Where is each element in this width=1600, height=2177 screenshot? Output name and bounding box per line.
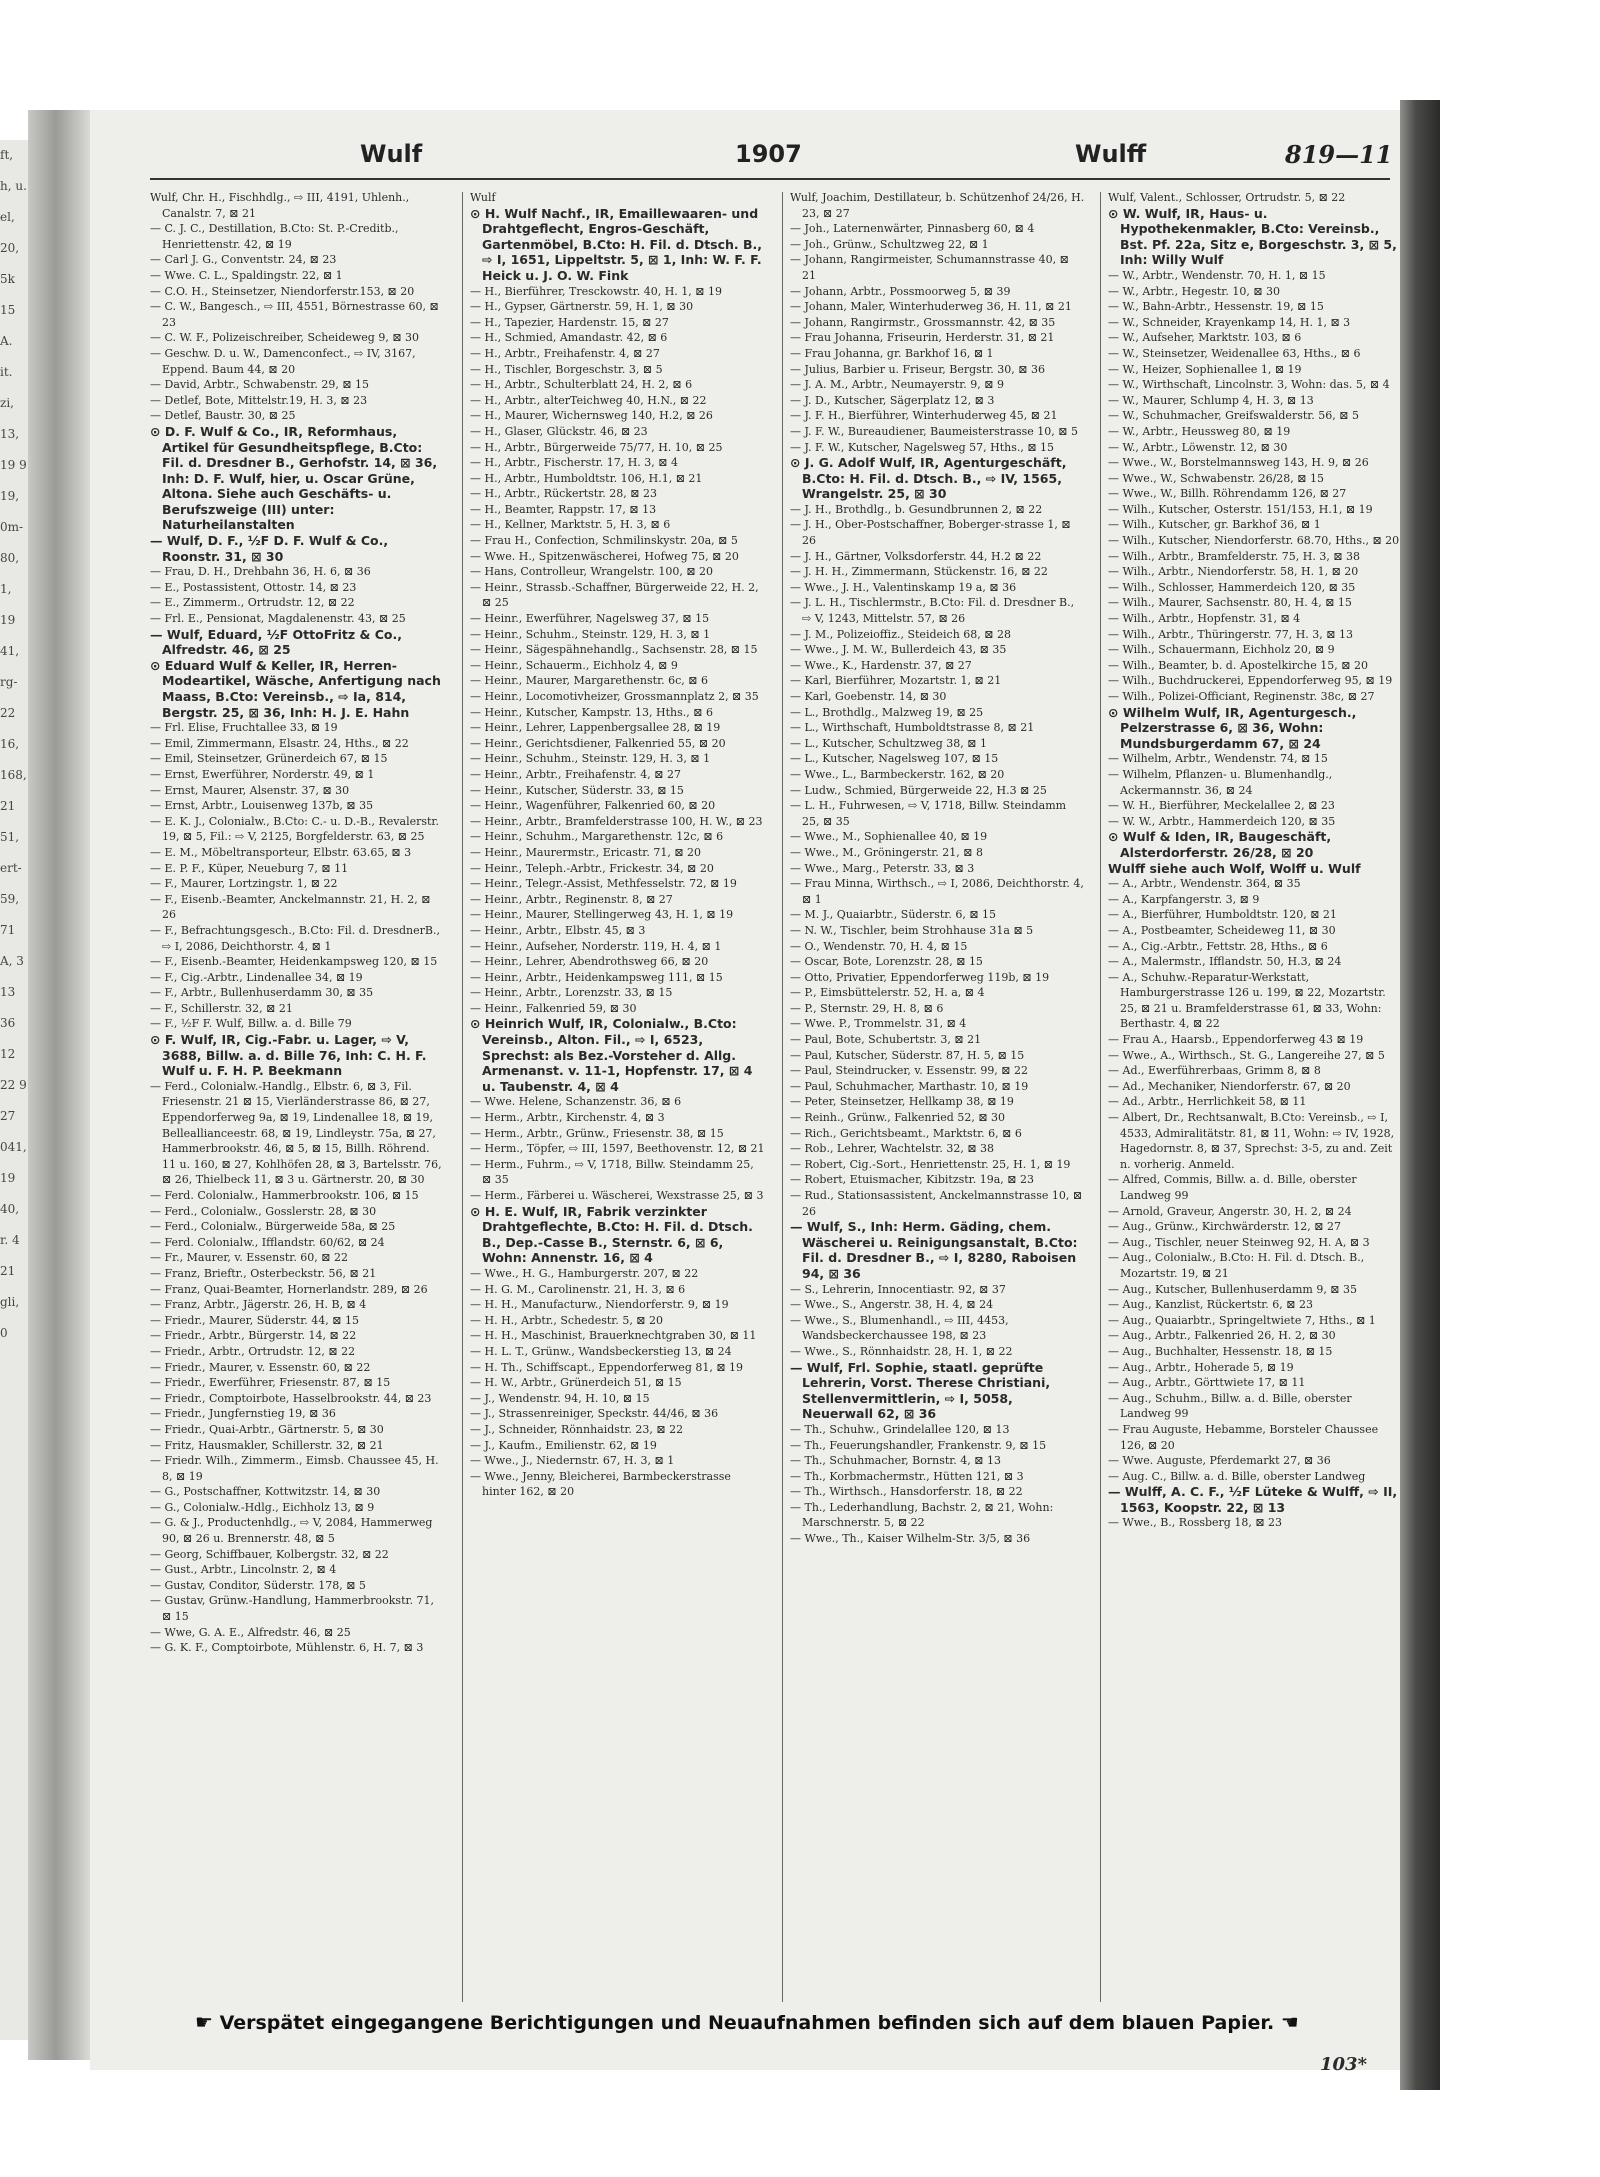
directory-entry: — Carl J. G., Conventstr. 24, ⊠ 23 xyxy=(150,253,337,267)
directory-entry: — Wulf, D. F., ½F D. F. Wulf & Co., Roonstr. 31, ⊠ 30 xyxy=(150,533,389,564)
directory-entry: — Heinr., Lehrer, Abendrothsweg 66, ⊠ 20 xyxy=(470,955,709,969)
directory-entry: ⊙ Eduard Wulf & Keller, IR, Herren-Modeartikel, Wäsche, Anfertigung nach Maass, B.Cto: Vereinsb., ⇨ Ia, 814, Bergstr. 25, ⊠ 36, Inh: H. J. E. Hahn xyxy=(150,657,441,720)
directory-entry: — Herm., Töpfer, ⇨ III, 1597, Beethovenstr. 12, ⊠ 21 xyxy=(470,1142,765,1156)
directory-entry: ⊙ Heinrich Wulf, IR, Colonialw., B.Cto: Vereinsb., Alton. Fil., ⇨ I, 6523, Sprechst: als Bez.-Vorsteher d. Allg. Armenanst. v. 11-1, Hopfenstr. 17, ⊠ 4 u. Taubenstr. 4, ⊠ 4 xyxy=(470,1016,753,1094)
directory-entry: — Heinr., Maurer, Stellingerweg 43, H. 1, ⊠ 19 xyxy=(470,908,734,922)
directory-entry: ⊙ H. Wulf Nachf., IR, Emaillewaaren- und Drahtgeflecht, Engros-Geschäft, Gartenmöbel, B.Cto: H. Fil. d. Dtsch. B., ⇨ I, 1651, Lippeltstr. 5, ⊠ 1, Inh: W. F. F. Heick u. J. O. W. Fink xyxy=(470,205,763,283)
directory-entry: — Gustav, Grünw.-Handlung, Hammerbrookstr. 71, ⊠ 15 xyxy=(150,1594,435,1624)
directory-entry: — H., Arbtr., Schulterblatt 24, H. 2, ⊠ 6 xyxy=(470,378,693,392)
directory-entry: — L., Kutscher, Schultzweg 38, ⊠ 1 xyxy=(790,736,987,750)
directory-entry: — H., Arbtr., Rückertstr. 28, ⊠ 23 xyxy=(470,487,657,501)
directory-entry: — W., Maurer, Schlump 4, H. 3, ⊠ 13 xyxy=(1108,393,1314,407)
directory-entry: — Detlef, Bote, Mittelstr.19, H. 3, ⊠ 23 xyxy=(150,393,368,407)
directory-entry: — Franz, Quai-Beamter, Hornerlandstr. 289, ⊠ 26 xyxy=(150,1282,428,1296)
directory-entry: — Friedr. Wilh., Zimmerm., Eimsb. Chaussee 45, H. 8, ⊠ 19 xyxy=(150,1454,439,1483)
directory-entry: ⊙ W. Wulf, IR, Haus- u. Hypothekenmakler, B.Cto: Vereinsb., Bst. Pf. 22a, Sitz e, Borgeschstr. 3, ⊠ 5, Inh: Willy Wulf xyxy=(1108,205,1397,268)
directory-entry: — Rud., Stationsassistent, Anckelmannstrasse 10, ⊠ 26 xyxy=(790,1189,1083,1218)
directory-entry: — Ferd., Colonialw., Gosslerstr. 28, ⊠ 30 xyxy=(150,1204,377,1218)
directory-entry: — Heinr., Gerichtsdiener, Falkenried 55, ⊠ 20 xyxy=(470,736,726,750)
footer-notice-text: Verspätet eingegangene Berichtigungen und Neuaufnahmen befinden sich auf dem blauen Papier. xyxy=(219,2012,1275,2034)
directory-entry: ⊙ Wulf & Iden, IR, Baugeschäft, Alsterdorferstr. 26/28, ⊠ 20 xyxy=(1108,829,1332,860)
directory-entry: — J. L. H., Tischlermstr., B.Cto: Fil. d. Dresdner B., ⇨ V, 1243, Mittelstr. 57, ⊠ 26 xyxy=(790,596,1075,626)
directory-entry: — Heinr., Schauerm., Eichholz 4, ⊠ 9 xyxy=(470,658,678,672)
directory-entry: — Joh., Grünw., Schultzweg 22, ⊠ 1 xyxy=(790,237,989,251)
directory-entry: — Ludw., Schmied, Bürgerweide 22, H.3 ⊠ 25 xyxy=(790,783,1047,797)
directory-entry: — C. W., Bangesch., ⇨ III, 4551, Börnestrasse 60, ⊠ 23 xyxy=(150,300,439,329)
directory-entry: — J. H. H., Zimmermann, Stückenstr. 16, ⊠ 22 xyxy=(790,565,1048,579)
directory-entry: — H., Arbtr., Freihafenstr. 4, ⊠ 27 xyxy=(470,346,660,360)
header-right: Wulff xyxy=(1075,140,1147,168)
directory-entry: — H., Bierführer, Tresckowstr. 40, H. 1, ⊠ 19 xyxy=(470,284,723,298)
directory-entry: — Wwe, G. A. E., Alfredstr. 46, ⊠ 25 xyxy=(150,1625,351,1639)
directory-entry: — Wwe., M., Sophienallee 40, ⊠ 19 xyxy=(790,830,988,844)
book-binding xyxy=(28,110,90,2060)
directory-entry: — Herm., Färberei u. Wäscherei, Wexstrasse 25, ⊠ 3 xyxy=(470,1189,764,1202)
directory-entry: — Heinr., Wagenführer, Falkenried 60, ⊠ 20 xyxy=(470,799,716,813)
directory-entry: — F., Maurer, Lortzingstr. 1, ⊠ 22 xyxy=(150,877,338,891)
directory-entry: — Wwe. Helene, Schanzenstr. 36, ⊠ 6 xyxy=(470,1095,682,1109)
directory-entry: — J. F. W., Bureaudiener, Baumeisterstrasse 10, ⊠ 5 xyxy=(790,424,1079,438)
directory-entry: — Ferd. Colonialw., Ifflandstr. 60/62, ⊠ 24 xyxy=(150,1235,385,1249)
directory-entry: — Th., Schuhmacher, Bornstr. 4, ⊠ 13 xyxy=(790,1454,1002,1468)
directory-entry: — Herm., Arbtr., Grünw., Friesenstr. 38, ⊠ 15 xyxy=(470,1126,724,1140)
directory-entry: — H., Kellner, Marktstr. 5, H. 3, ⊠ 6 xyxy=(470,518,671,532)
directory-entry: — O., Wendenstr. 70, H. 4, ⊠ 15 xyxy=(790,939,968,953)
column-divider xyxy=(462,192,463,2002)
directory-entry: — H., Tischler, Borgeschstr. 3, ⊠ 5 xyxy=(470,362,663,376)
directory-entry: — Johann, Arbtr., Possmoorweg 5, ⊠ 39 xyxy=(790,284,1011,298)
directory-entry: — Friedr., Maurer, Süderstr. 44, ⊠ 15 xyxy=(150,1313,359,1327)
directory-entry: — H. H., Arbtr., Schedestr. 5, ⊠ 20 xyxy=(470,1313,664,1327)
directory-entry: — Ad., Ewerführerbaas, Grimm 8, ⊠ 8 xyxy=(1108,1064,1321,1078)
directory-entry: — Frl. E., Pensionat, Magdalenenstr. 43, ⊠ 25 xyxy=(150,612,406,626)
directory-entry: — J. A. M., Arbtr., Neumayerstr. 9, ⊠ 9 xyxy=(790,378,1004,392)
directory-entry: — F., Cig.-Arbtr., Lindenallee 34, ⊠ 19 xyxy=(150,970,363,984)
directory-entry: — Wilh., Kutscher, Niendorferstr. 68.70, Hths., ⊠ 20 xyxy=(1108,534,1400,548)
directory-entry: — Wwe., B., Rossberg 18, ⊠ 23 xyxy=(1108,1516,1283,1530)
directory-entry: — Detlef, Baustr. 30, ⊠ 25 xyxy=(150,409,296,423)
directory-entry: — Frau Johanna, gr. Barkhof 16, ⊠ 1 xyxy=(790,346,994,360)
directory-entry: — Heinr., Sägespähnehandlg., Sachsenstr. 28, ⊠ 15 xyxy=(470,643,758,657)
directory-entry: Wulf, Valent., Schlosser, Ortrudstr. 5, ⊠ 22 xyxy=(1108,191,1346,204)
directory-entry: — Heinr., Schuhm., Steinstr. 129, H. 3, ⊠ 1 xyxy=(470,752,711,766)
directory-entry: — J., Kaufm., Emilienstr. 62, ⊠ 19 xyxy=(470,1438,657,1452)
directory-entry: — Wwe., W., Schwabenstr. 26/28, ⊠ 15 xyxy=(1108,471,1324,485)
directory-entry: — Ferd., Colonialw.-Handlg., Elbstr. 6, ⊠ 3, Fil. Friesenstr. 21 ⊠ 15, Vierländerstrasse 86, ⊠ 27, Eppendorferweg 9a, ⊠ 19, Lindenallee 18, ⊠ 19, Belleallianceestr. 68, ⊠ 19, Lindleystr. 75a, ⊠ 27, Hammerbrookstr. 46, ⊠ 5, ⊠ 15, Billh. Röhrend. 11 u. 160, ⊠ 27, Kohlhöfen 28, ⊠ 3, Bartelsstr. 76, ⊠ 26, Thielbeck 11, ⊠ 3 u. Gärtnerstr. 20, ⊠ 30 xyxy=(150,1079,442,1187)
directory-entry: — Fr., Maurer, v. Essenstr. 60, ⊠ 22 xyxy=(150,1251,349,1265)
directory-entry: Wulff siehe auch Wolf, Wolff u. Wulf xyxy=(1108,860,1361,876)
directory-entry: — Frl. Elise, Fruchtallee 33, ⊠ 19 xyxy=(150,721,338,735)
directory-entry: — G. K. F., Comptoirbote, Mühlenstr. 6, H. 7, ⊠ 3 xyxy=(150,1641,424,1655)
directory-entry: — H., Arbtr., Bürgerweide 75/77, H. 10, ⊠ 25 xyxy=(470,440,723,454)
directory-entry: — Heinr., Kutscher, Kampstr. 13, Hths., ⊠ 6 xyxy=(470,705,713,719)
directory-entry: — Frau, D. H., Drehbahn 36, H. 6, ⊠ 36 xyxy=(150,565,371,579)
directory-entry: — Frau Johanna, Friseurin, Herderstr. 31, ⊠ 21 xyxy=(790,331,1055,345)
directory-entry: — Wwe., Jenny, Bleicherei, Barmbeckerstrasse hinter 162, ⊠ 20 xyxy=(470,1469,731,1499)
directory-entry: — Frau Minna, Wirthsch., ⇨ I, 2086, Deichthorstr. 4, ⊠ 1 xyxy=(790,877,1084,906)
directory-entry: — G., Colonialw.-Hdlg., Eichholz 13, ⊠ 9 xyxy=(150,1500,375,1514)
header-rule xyxy=(150,178,1390,180)
directory-entry: — E., Zimmerm., Ortrudstr. 12, ⊠ 22 xyxy=(150,596,355,610)
directory-entry: — Geschw. D. u. W., Damenconfect., ⇨ IV, 3167, Eppend. Baum 44, ⊠ 20 xyxy=(150,346,416,376)
column-3 xyxy=(790,190,1085,2010)
directory-entry: — Wulf, S., Inh: Herm. Gäding, chem. Wäscherei u. Reinigungsanstalt, B.Cto: Fil. d. Dresdner B., ⇨ I, 8280, Raboisen 94, ⊠ 36 xyxy=(790,1219,1078,1281)
directory-entry: — Alfred, Commis, Billw. a. d. Bille, oberster Landweg 99 xyxy=(1108,1173,1357,1202)
directory-entry: — Aug., Tischler, neuer Steinweg 92, H. A, ⊠ 3 xyxy=(1108,1235,1370,1249)
directory-entry: — Paul, Steindrucker, v. Essenstr. 99, ⊠ 22 xyxy=(790,1064,1029,1078)
directory-entry: — Gust., Arbtr., Lincolnstr. 2, ⊠ 4 xyxy=(150,1563,337,1577)
directory-entry: — Frau A., Haarsb., Eppendorferweg 43 ⊠ 19 xyxy=(1108,1033,1364,1047)
directory-entry: — W., Wirthschaft, Lincolnstr. 3, Wohn: das. 5, ⊠ 4 xyxy=(1108,378,1390,392)
directory-entry: — Paul, Kutscher, Süderstr. 87, H. 5, ⊠ 15 xyxy=(790,1048,1025,1062)
directory-entry: — H., Arbtr., Fischerstr. 17, H. 3, ⊠ 4 xyxy=(470,456,678,470)
directory-entry: — Wulf, Frl. Sophie, staatl. geprüfte Lehrerin, Vorst. Therese Christiani, Stellenvermittlerin, ⇨ I, 5058, Neuerwall 62, ⊠ 36 xyxy=(790,1359,1051,1422)
directory-entry: — G. & J., Productenhdlg., ⇨ V, 2084, Hammerweg 90, ⊠ 26 u. Brennerstr. 48, ⊠ 5 xyxy=(150,1516,433,1546)
directory-entry: — Th., Wirthsch., Hansdorferstr. 18, ⊠ 22 xyxy=(790,1485,1023,1499)
directory-entry: — J., Strassenreiniger, Speckstr. 44/46, ⊠ 36 xyxy=(470,1407,719,1421)
directory-entry: — Ad., Mechaniker, Niendorferstr. 67, ⊠ 20 xyxy=(1108,1079,1351,1093)
directory-entry: — Wilhelm, Pflanzen- u. Blumenhandlg., Ackermannstr. 36, ⊠ 24 xyxy=(1108,767,1333,797)
header-year: 1907 xyxy=(735,140,802,168)
directory-entry: — F., Arbtr., Bullenhuserdamm 30, ⊠ 35 xyxy=(150,986,374,1000)
directory-entry: — Heinr., Schuhm., Steinstr. 129, H. 3, ⊠ 1 xyxy=(470,627,711,641)
directory-entry: — H. G. M., Carolinenstr. 21, H. 3, ⊠ 6 xyxy=(470,1282,686,1296)
directory-entry: — Johann, Maler, Winterhuderweg 36, H. 11, ⊠ 21 xyxy=(790,300,1072,314)
directory-entry: — Heinr., Teleph.-Arbtr., Frickestr. 34, ⊠ 20 xyxy=(470,861,714,875)
directory-entry: — Wwe., L., Barmbeckerstr. 162, ⊠ 20 xyxy=(790,767,1005,781)
directory-entry: — L., Kutscher, Nagelsweg 107, ⊠ 15 xyxy=(790,752,999,766)
directory-entry: — W., Arbtr., Hegestr. 10, ⊠ 30 xyxy=(1108,284,1281,298)
directory-entry: — J. H., Brothdlg., b. Gesundbrunnen 2, ⊠ 22 xyxy=(790,502,1043,516)
directory-entry: — G., Postschaffner, Kottwitzstr. 14, ⊠ 30 xyxy=(150,1485,381,1499)
directory-entry: — A., Cig.-Arbtr., Fettstr. 28, Hths., ⊠ 6 xyxy=(1108,939,1328,953)
directory-entry: — Wwe., M., Gröningerstr. 21, ⊠ 8 xyxy=(790,845,983,859)
directory-entry: — Wwe., Th., Kaiser Wilhelm-Str. 3/5, ⊠ 36 xyxy=(790,1532,1031,1546)
directory-entry: — A., Arbtr., Wendenstr. 364, ⊠ 35 xyxy=(1108,877,1301,891)
directory-entry: — Heinr., Schuhm., Margarethenstr. 12c, ⊠ 6 xyxy=(470,830,724,844)
directory-entry: — Hans, Controlleur, Wrangelstr. 100, ⊠ 20 xyxy=(470,565,714,579)
directory-entry: — Robert, Etuismacher, Kibitzstr. 19a, ⊠ 23 xyxy=(790,1173,1034,1187)
directory-entry: — E. M., Möbeltransporteur, Elbstr. 63.65, ⊠ 3 xyxy=(150,845,412,859)
directory-entry: — Aug., Colonialw., B.Cto: H. Fil. d. Dtsch. B., Mozartstr. 19, ⊠ 21 xyxy=(1108,1251,1365,1280)
directory-entry: — Heinr., Maurer, Margarethenstr. 6c, ⊠ 6 xyxy=(470,674,708,688)
page-edge-shadow xyxy=(1400,100,1440,2090)
directory-entry: — C. W. F., Polizeischreiber, Scheideweg 9, ⊠ 30 xyxy=(150,331,420,345)
directory-entry: — W., Arbtr., Löwenstr. 12, ⊠ 30 xyxy=(1108,440,1288,454)
directory-entry: Wulf, Joachim, Destillateur, b. Schützenhof 24/26, H. 23, ⊠ 27 xyxy=(790,191,1085,220)
column-2 xyxy=(470,190,765,2010)
directory-entry: — Paul, Bote, Schubertstr. 3, ⊠ 21 xyxy=(790,1033,982,1047)
directory-entry: — Friedr., Arbtr., Bürgerstr. 14, ⊠ 22 xyxy=(150,1329,357,1343)
directory-entry: — Wwe., S., Blumenhandl., ⇨ III, 4453, Wandsbeckerchaussee 198, ⊠ 23 xyxy=(790,1313,1009,1343)
directory-entry: — Wilh., Schauermann, Eichholz 20, ⊠ 9 xyxy=(1108,643,1335,657)
directory-entry: — Aug., Kanzlist, Rückertstr. 6, ⊠ 23 xyxy=(1108,1298,1313,1312)
directory-entry: ⊙ D. F. Wulf & Co., IR, Reformhaus, Artikel für Gesundheitspflege, B.Cto: Fil. d. Dresdner B., Gerhofstr. 14, ⊠ 36, Inh: D. F. Wulf, hier, u. Oscar Grüne, Altona. Siehe auch Geschäfts- u. Berufszweige (III) unter: Naturheilanstalten xyxy=(150,423,438,533)
directory-entry: Wulf, Chr. H., Fischhdlg., ⇨ III, 4191, Uhlenh., Canalstr. 7, ⊠ 21 xyxy=(150,191,410,220)
directory-entry: — H., Schmied, Amandastr. 42, ⊠ 6 xyxy=(470,331,668,345)
directory-entry: — Ferd., Colonialw., Bürgerweide 58a, ⊠ 25 xyxy=(150,1220,396,1234)
directory-entry: — Wwe., K., Hardenstr. 37, ⊠ 27 xyxy=(790,658,972,672)
directory-entry: — Aug., Arbtr., Görttwiete 17, ⊠ 11 xyxy=(1108,1376,1306,1390)
directory-entry: — Ad., Arbtr., Herrlichkeit 58, ⊠ 11 xyxy=(1108,1095,1307,1109)
directory-entry: — A., Malermstr., Ifflandstr. 50, H.3, ⊠ 24 xyxy=(1108,955,1342,969)
directory-entry: — Wilh., Arbtr., Hopfenstr. 31, ⊠ 4 xyxy=(1108,612,1301,626)
directory-entry: — Aug., Schuhm., Billw. a. d. Bille, oberster Landweg 99 xyxy=(1108,1391,1352,1421)
directory-entry: — Wwe. H., Spitzenwäscherei, Hofweg 75, ⊠ 20 xyxy=(470,549,739,563)
directory-entry: — Joh., Laternenwärter, Pinnasberg 60, ⊠ 4 xyxy=(790,222,1035,236)
directory-entry: — S., Lehrerin, Innocentiastr. 92, ⊠ 37 xyxy=(790,1282,1006,1296)
directory-entry: — Aug., Kutscher, Bullenhuserdamm 9, ⊠ 35 xyxy=(1108,1282,1358,1296)
directory-entry: — Heinr., Arbtr., Lorenzstr. 33, ⊠ 15 xyxy=(470,986,673,1000)
directory-entry: — Heinr., Arbtr., Freihafenstr. 4, ⊠ 27 xyxy=(470,767,681,781)
directory-entry: — Th., Schuhw., Grindelallee 120, ⊠ 13 xyxy=(790,1422,1010,1436)
directory-entry: — H., Maurer, Wichernsweg 140, H.2, ⊠ 26 xyxy=(470,409,713,423)
directory-entry: — F., Eisenb.-Beamter, Anckelmannstr. 21, H. 2, ⊠ 26 xyxy=(150,892,431,922)
directory-entry: — P., Sternstr. 29, H. 8, ⊠ 6 xyxy=(790,1001,944,1015)
directory-entry: — Friedr., Ewerführer, Friesenstr. 87, ⊠ 15 xyxy=(150,1376,391,1390)
directory-entry: — Oscar, Bote, Lorenzstr. 28, ⊠ 15 xyxy=(790,955,983,969)
directory-entry: — H. H., Maschinist, Brauerknechtgraben 30, ⊠ 11 xyxy=(470,1329,757,1343)
directory-entry: — Heinr., Locomotivheizer, Grossmannplatz 2, ⊠ 35 xyxy=(470,690,759,703)
directory-entry: — Heinr., Kutscher, Süderstr. 33, ⊠ 15 xyxy=(470,783,684,797)
directory-entry: — Heinr., Falkenried 59, ⊠ 30 xyxy=(470,1001,637,1015)
directory-entry: — Karl, Goebenstr. 14, ⊠ 30 xyxy=(790,690,947,703)
directory-entry: — Heinr., Arbtr., Reginenstr. 8, ⊠ 27 xyxy=(470,892,673,906)
directory-entry: — Robert, Cig.-Sort., Henriettenstr. 25, H. 1, ⊠ 19 xyxy=(790,1157,1071,1171)
directory-entry: — Wilh., Maurer, Sachsenstr. 80, H. 4, ⊠ 15 xyxy=(1108,596,1352,610)
directory-entry: — Julius, Barbier u. Friseur, Bergstr. 30, ⊠ 36 xyxy=(790,362,1045,376)
directory-entry: — Ernst, Maurer, Alsenstr. 37, ⊠ 30 xyxy=(150,783,350,797)
directory-entry: — Heinr., Ewerführer, Nagelsweg 37, ⊠ 15 xyxy=(470,612,710,626)
directory-entry: — Wwe., Marg., Peterstr. 33, ⊠ 3 xyxy=(790,861,975,875)
directory-entry: — Karl, Bierführer, Mozartstr. 1, ⊠ 21 xyxy=(790,674,1002,688)
directory-entry: — Herm., Arbtr., Kirchenstr. 4, ⊠ 3 xyxy=(470,1111,665,1125)
directory-entry: — W. W., Arbtr., Hammerdeich 120, ⊠ 35 xyxy=(1108,814,1336,828)
directory-entry: — Wwe., H. G., Hamburgerstr. 207, ⊠ 22 xyxy=(470,1266,699,1280)
directory-entry: — Wwe., W., Billh. Röhrendamm 126, ⊠ 27 xyxy=(1108,487,1347,501)
directory-entry: — H., Tapezier, Hardenstr. 15, ⊠ 27 xyxy=(470,315,669,329)
directory-entry: ⊙ J. G. Adolf Wulf, IR, Agenturgeschäft, B.Cto: H. Fil. d. Dtsch. B., ⇨ IV, 1565, Wrangelstr. 25, ⊠ 30 xyxy=(790,455,1067,502)
directory-entry: — J., Schneider, Rönnhaidstr. 23, ⊠ 22 xyxy=(470,1422,684,1436)
directory-entry: — Frau Auguste, Hebamme, Borsteler Chaussee 126, ⊠ 20 xyxy=(1108,1422,1379,1452)
directory-entry: — H., Beamter, Rappstr. 17, ⊠ 13 xyxy=(470,502,657,516)
directory-entry: — Rich., Gerichtsbeamt., Marktstr. 6, ⊠ 6 xyxy=(790,1126,1022,1140)
directory-entry: — W., Steinsetzer, Weidenallee 63, Hths., ⊠ 6 xyxy=(1108,346,1361,360)
directory-entry: — Emil, Steinsetzer, Grünerdeich 67, ⊠ 15 xyxy=(150,752,388,766)
directory-entry: — Th., Korbmachermstr., Hütten 121, ⊠ 3 xyxy=(790,1469,1024,1483)
column-divider xyxy=(782,192,783,2002)
directory-entry: — Wilhelm, Arbtr., Wendenstr. 74, ⊠ 15 xyxy=(1108,752,1328,766)
directory-entry: — Wilh., Beamter, b. d. Apostelkirche 15, ⊠ 20 xyxy=(1108,658,1368,672)
directory-entry: — L., Wirthschaft, Humboldtstrasse 8, ⊠ 21 xyxy=(790,721,1035,735)
directory-entry: — Georg, Schiffbauer, Kolbergstr. 32, ⊠ 22 xyxy=(150,1547,389,1561)
directory-entry: — L., Brothdlg., Malzweg 19, ⊠ 25 xyxy=(790,705,984,719)
directory-entry: — Aug., Arbtr., Falkenried 26, H. 2, ⊠ 30 xyxy=(1108,1329,1336,1343)
directory-entry: — Heinr., Maurermstr., Ericastr. 71, ⊠ 20 xyxy=(470,845,702,859)
directory-entry: — A., Bierführer, Humboldtstr. 120, ⊠ 21 xyxy=(1108,908,1337,922)
directory-entry: — Fritz, Hausmakler, Schillerstr. 32, ⊠ 21 xyxy=(150,1438,384,1452)
directory-entry: — Wwe. C. L., Spaldingstr. 22, ⊠ 1 xyxy=(150,268,343,282)
directory-entry: — J. M., Polizeioffiz., Steideich 68, ⊠ 28 xyxy=(790,627,1011,641)
directory-entry: — P., Eimsbüttelerstr. 52, H. a, ⊠ 4 xyxy=(790,986,985,1000)
directory-entry: — Wwe., W., Borstelmannsweg 143, H. 9, ⊠ 26 xyxy=(1108,456,1369,470)
directory-entry: — Johann, Rangirmstr., Grossmannstr. 42, ⊠ 35 xyxy=(790,315,1056,329)
directory-entry: — A., Karpfangerstr. 3, ⊠ 9 xyxy=(1108,892,1260,906)
directory-entry: — Franz, Arbtr., Jägerstr. 26, H. B, ⊠ 4 xyxy=(150,1298,367,1312)
directory-entry: — Wwe., S., Rönnhaidstr. 28, H. 1, ⊠ 22 xyxy=(790,1344,1013,1358)
directory-entry: — J. F. H., Bierführer, Winterhuderweg 45, ⊠ 21 xyxy=(790,409,1058,423)
directory-entry: — A., Schuhw.-Reparatur-Werkstatt, Hamburgerstrasse 126 u. 199, ⊠ 22, Mozartstr. 25, ⊠ 21 u. Bramfelderstrasse 61, ⊠ 33, Wohn: Berthastr. 4, ⊠ 22 xyxy=(1108,970,1386,1031)
directory-entry: — Albert, Dr., Rechtsanwalt, B.Cto: Vereinsb., ⇨ I, 4533, Admiralitätstr. 81, ⊠ 11, Wohn: ⇨ IV, 1928, Hagedornstr. 8, ⊠ 37, Sprechst: 3-5, zu and. Zeit n. vorherig. Anmeld. xyxy=(1108,1111,1395,1171)
directory-entry: — Aug., Arbtr., Hoherade 5, ⊠ 19 xyxy=(1108,1360,1294,1374)
directory-entry: — Wwe., J. M. W., Bullerdeich 43, ⊠ 35 xyxy=(790,643,1007,657)
directory-entry: — Friedr., Jungfernstieg 19, ⊠ 36 xyxy=(150,1407,336,1421)
directory-entry: — Wwe. Auguste, Pferdemarkt 27, ⊠ 36 xyxy=(1108,1454,1331,1468)
directory-entry: — E., Postassistent, Ottostr. 14, ⊠ 23 xyxy=(150,580,357,594)
directory-entry: — Frau H., Confection, Schmilinskystr. 20a, ⊠ 5 xyxy=(470,534,738,548)
directory-entry: — H., Arbtr., Humboldtstr. 106, H.1, ⊠ 21 xyxy=(470,471,703,485)
directory-entry: — A., Postbeamter, Scheideweg 11, ⊠ 30 xyxy=(1108,923,1336,937)
directory-entry: — C.O. H., Steinsetzer, Niendorferstr.153, ⊠ 20 xyxy=(150,284,415,298)
directory-entry: — E. K. J., Colonialw., B.Cto: C.- u. D.-B., Revalerstr. 19, ⊠ 5, Fil.: ⇨ V, 2125, Borgfelderstr. 63, ⊠ 25 xyxy=(150,814,439,844)
directory-entry: — Heinr., Strassb.-Schaffner, Bürgerweide 22, H. 2, ⊠ 25 xyxy=(470,580,759,610)
directory-entry: ⊙ F. Wulf, IR, Cig.-Fabr. u. Lager, ⇨ V, 3688, Billw. a. d. Bille 76, Inh: C. H. F. Wulf u. F. H. P. Beekmann xyxy=(150,1032,427,1079)
directory-entry: — W., Heizer, Sophienallee 1, ⊠ 19 xyxy=(1108,362,1302,376)
directory-entry: — J. F. W., Kutscher, Nagelsweg 57, Hths., ⊠ 15 xyxy=(790,440,1055,454)
directory-entry: — Friedr., Maurer, v. Essenstr. 60, ⊠ 22 xyxy=(150,1360,371,1374)
directory-entry: — Ferd. Colonialw., Hammerbrookstr. 106, ⊠ 15 xyxy=(150,1189,419,1202)
directory-entry: — Wilh., Kutscher, gr. Barkhof 36, ⊠ 1 xyxy=(1108,518,1321,532)
directory-entry: — Th., Lederhandlung, Bachstr. 2, ⊠ 21, Wohn: Marschnerstr. 5, ⊠ 22 xyxy=(790,1500,1054,1530)
directory-entry: — H. W., Arbtr., Grünerdeich 51, ⊠ 15 xyxy=(470,1376,682,1390)
pointing-hand-icon: ☛ xyxy=(195,2010,213,2034)
directory-entry: — J. D., Kutscher, Sägerplatz 12, ⊠ 3 xyxy=(790,393,995,407)
directory-entry: — Wulff, A. C. F., ½F Lüteke & Wulff, ⇨ II, 1563, Koopstr. 22, ⊠ 13 xyxy=(1108,1484,1398,1515)
directory-entry: — Johann, Rangirmeister, Schumannstrasse 40, ⊠ 21 xyxy=(790,253,1069,282)
directory-entry: — W., Aufseher, Marktstr. 103, ⊠ 6 xyxy=(1108,331,1302,345)
directory-entry: — M. J., Quaiarbtr., Süderstr. 6, ⊠ 15 xyxy=(790,908,997,922)
directory-entry: — Arnold, Graveur, Angerstr. 30, H. 2, ⊠ 24 xyxy=(1108,1204,1352,1218)
directory-entry: — F., Befrachtungsgesch., B.Cto: Fil. d. DresdnerB., ⇨ I, 2086, Deichthorstr. 4, ⊠ 1 xyxy=(150,923,440,953)
directory-entry: — Reinh., Grünw., Falkenried 52, ⊠ 30 xyxy=(790,1111,1006,1125)
directory-entry: — Heinr., Telegr.-Assist, Methfesselstr. 72, ⊠ 19 xyxy=(470,877,737,891)
directory-entry: — Ernst, Ewerführer, Norderstr. 49, ⊠ 1 xyxy=(150,767,375,781)
directory-entry: — Aug., Grünw., Kirchwärderstr. 12, ⊠ 27 xyxy=(1108,1220,1341,1234)
directory-entry: — Wulf, Eduard, ½F OttoFritz & Co., Alfredstr. 46, ⊠ 25 xyxy=(150,626,403,658)
directory-entry: — David, Arbtr., Schwabenstr. 29, ⊠ 15 xyxy=(150,378,370,392)
directory-entry: — Wwe., A., Wirthsch., St. G., Langereihe 27, ⊠ 5 xyxy=(1108,1048,1385,1062)
directory-entry: — J. H., Ober-Postschaffner, Boberger-strasse 1, ⊠ 26 xyxy=(790,518,1071,548)
directory-entry: — Heinr., Arbtr., Heidenkampsweg 111, ⊠ 15 xyxy=(470,970,723,984)
directory-entry: — Aug., Quaiarbtr., Springeltwiete 7, Hths., ⊠ 1 xyxy=(1108,1313,1376,1327)
directory-entry: ⊙ H. E. Wulf, IR, Fabrik verzinkter Drahtgeflechte, B.Cto: H. Fil. d. Dtsch. B., Dep.-Casse B., Sternstr. 6, ⊠ 6, Wohn: Annenstr. 16, ⊠ 4 xyxy=(470,1203,753,1266)
directory-entry: — Heinr., Aufseher, Norderstr. 119, H. 4, ⊠ 1 xyxy=(470,939,722,953)
directory-entry: — J., Wendenstr. 94, H. 10, ⊠ 15 xyxy=(470,1391,650,1405)
directory-entry: — Aug. C., Billw. a. d. Bille, oberster Landweg xyxy=(1108,1469,1366,1483)
header-left: Wulf xyxy=(360,140,423,168)
directory-entry: — Aug., Buchhalter, Hessenstr. 18, ⊠ 15 xyxy=(1108,1344,1333,1358)
directory-entry: — Wwe., S., Angerstr. 38, H. 4, ⊠ 24 xyxy=(790,1298,994,1312)
directory-entry: — Heinr., Lehrer, Lappenbergsallee 28, ⊠ 19 xyxy=(470,721,721,735)
directory-entry: ⊙ Wilhelm Wulf, IR, Agenturgesch., Pelzerstrasse 6, ⊠ 36, Wohn: Mundsburgerdamm 67, ⊠ 24 xyxy=(1108,704,1357,751)
directory-entry: — N. W., Tischler, beim Strohhause 31a ⊠ 5 xyxy=(790,923,1034,937)
directory-entry: — H. H., Manufacturw., Niendorferstr. 9, ⊠ 19 xyxy=(470,1298,729,1312)
directory-entry: — Friedr., Comptoirbote, Hasselbrookstr. 44, ⊠ 23 xyxy=(150,1391,432,1405)
directory-entry: — Th., Feuerungshandler, Frankenstr. 9, ⊠ 15 xyxy=(790,1438,1047,1452)
directory-entry: — W., Bahn-Arbtr., Hessenstr. 19, ⊠ 15 xyxy=(1108,300,1324,314)
footer-notice xyxy=(195,2010,1395,2034)
directory-entry: — Franz, Brieftr., Osterbeckstr. 56, ⊠ 21 xyxy=(150,1266,377,1280)
directory-entry: — W., Schneider, Krayenkamp 14, H. 1, ⊠ 3 xyxy=(1108,315,1351,329)
directory-entry: — F., ½F F. Wulf, Billw. a. d. Bille 79 xyxy=(150,1017,352,1031)
directory-entry: — W., Schuhmacher, Greifswalderstr. 56, ⊠ 5 xyxy=(1108,409,1360,423)
directory-entry: — Wilh., Arbtr., Thüringerstr. 77, H. 3, ⊠ 13 xyxy=(1108,627,1353,641)
directory-entry: — Otto, Privatier, Eppendorferweg 119b, ⊠ 19 xyxy=(790,970,1050,984)
directory-entry: — W., Arbtr., Heussweg 80, ⊠ 19 xyxy=(1108,424,1291,438)
directory-entry: — Heinr., Arbtr., Elbstr. 45, ⊠ 3 xyxy=(470,923,646,937)
directory-entry: — H., Gypser, Gärtnerstr. 59, H. 1, ⊠ 30 xyxy=(470,300,694,314)
directory-entry: — Herm., Fuhrm., ⇨ V, 1718, Billw. Steindamm 25, ⊠ 35 xyxy=(470,1157,754,1187)
directory-entry: — C. J. C., Destillation, B.Cto: St. P.-Creditb., Henriettenstr. 42, ⊠ 19 xyxy=(150,222,399,251)
directory-entry: — Wwe. P., Trommelstr. 31, ⊠ 4 xyxy=(790,1017,967,1031)
directory-entry: — E. P. F., Küper, Neueburg 7, ⊠ 11 xyxy=(150,861,349,875)
directory-entry: — W. H., Bierführer, Meckelallee 2, ⊠ 23 xyxy=(1108,799,1335,813)
page-number: 103* xyxy=(1320,2054,1367,2075)
directory-entry: — H. Th., Schiffscapt., Eppendorferweg 81, ⊠ 19 xyxy=(470,1360,744,1374)
directory-entry: — Wilh., Arbtr., Bramfelderstr. 75, H. 3, ⊠ 38 xyxy=(1108,549,1361,563)
directory-entry: — Wilh., Kutscher, Osterstr. 151/153, H.1, ⊠ 19 xyxy=(1108,502,1373,516)
directory-entry: — Gustav, Conditor, Süderstr. 178, ⊠ 5 xyxy=(150,1578,366,1592)
directory-entry: — Friedr., Quai-Arbtr., Gärtnerstr. 5, ⊠ 30 xyxy=(150,1422,384,1436)
pointing-hand-icon: ☚ xyxy=(1280,2010,1299,2034)
directory-entry: — H., Glaser, Glückstr. 46, ⊠ 23 xyxy=(470,424,648,438)
directory-entry: — Wilh., Schlosser, Hammerdeich 120, ⊠ 35 xyxy=(1108,580,1356,594)
previous-page-edge: ft, h, u. el, 20, 5k 15 A. it. zi, 13, 19 9 19, 0m- 80, 1, 19 41, rg- 22 16, 168, 21 51, ert- 59, 71 A, 3 13 36 12 22 9 27 041, 19 40, r. 4 21 gli, 0 xyxy=(0,140,28,2040)
directory-entry: — Ernst, Arbtr., Louisenweg 137b, ⊠ 35 xyxy=(150,799,374,813)
directory-entry: — Wwe., J. H., Valentinskamp 19 a, ⊠ 36 xyxy=(790,580,1017,594)
directory-entry: — Paul, Schuhmacher, Marthastr. 10, ⊠ 19 xyxy=(790,1079,1029,1093)
directory-entry: — J. H., Gärtner, Volksdorferstr. 44, H.2 ⊠ 22 xyxy=(790,549,1042,563)
header-page: 819—11 xyxy=(1285,140,1393,169)
directory-entry: — F., Schillerstr. 32, ⊠ 21 xyxy=(150,1001,293,1015)
directory-entry: — Wilh., Polizei-Officiant, Reginenstr. 38c, ⊠ 27 xyxy=(1108,690,1375,703)
column-4 xyxy=(1108,190,1403,2010)
column-1 xyxy=(150,190,445,2010)
directory-entry: — Friedr., Arbtr., Ortrudstr. 12, ⊠ 22 xyxy=(150,1344,356,1358)
directory-entry: Wulf xyxy=(470,191,496,204)
column-divider xyxy=(1100,192,1101,2002)
directory-entry: — Heinr., Arbtr., Bramfelderstrasse 100, H. W., ⊠ 23 xyxy=(470,814,763,828)
directory-entry: — Wilh., Arbtr., Niendorferstr. 58, H. 1, ⊠ 20 xyxy=(1108,565,1359,579)
directory-entry: — H., Arbtr., alterTeichweg 40, H.N., ⊠ 22 xyxy=(470,393,707,407)
directory-entry: — Peter, Steinsetzer, Hellkamp 38, ⊠ 19 xyxy=(790,1095,1014,1109)
directory-entry: — L. H., Fuhrwesen, ⇨ V, 1718, Billw. Steindamm 25, ⊠ 35 xyxy=(790,799,1067,828)
directory-entry: — Wwe., J., Niedernstr. 67, H. 3, ⊠ 1 xyxy=(470,1454,675,1468)
directory-entry: — W., Arbtr., Wendenstr. 70, H. 1, ⊠ 15 xyxy=(1108,268,1326,282)
directory-entry: — Wilh., Buchdruckerei, Eppendorferweg 95, ⊠ 19 xyxy=(1108,674,1393,688)
directory-entry: — Emil, Zimmermann, Elsastr. 24, Hths., ⊠ 22 xyxy=(150,736,409,750)
directory-entry: — H. L. T., Grünw., Wandsbeckerstieg 13, ⊠ 24 xyxy=(470,1344,732,1358)
directory-entry: — Rob., Lehrer, Wachtelstr. 32, ⊠ 38 xyxy=(790,1142,995,1156)
directory-entry: — F., Eisenb.-Beamter, Heidenkampsweg 120, ⊠ 15 xyxy=(150,955,438,969)
